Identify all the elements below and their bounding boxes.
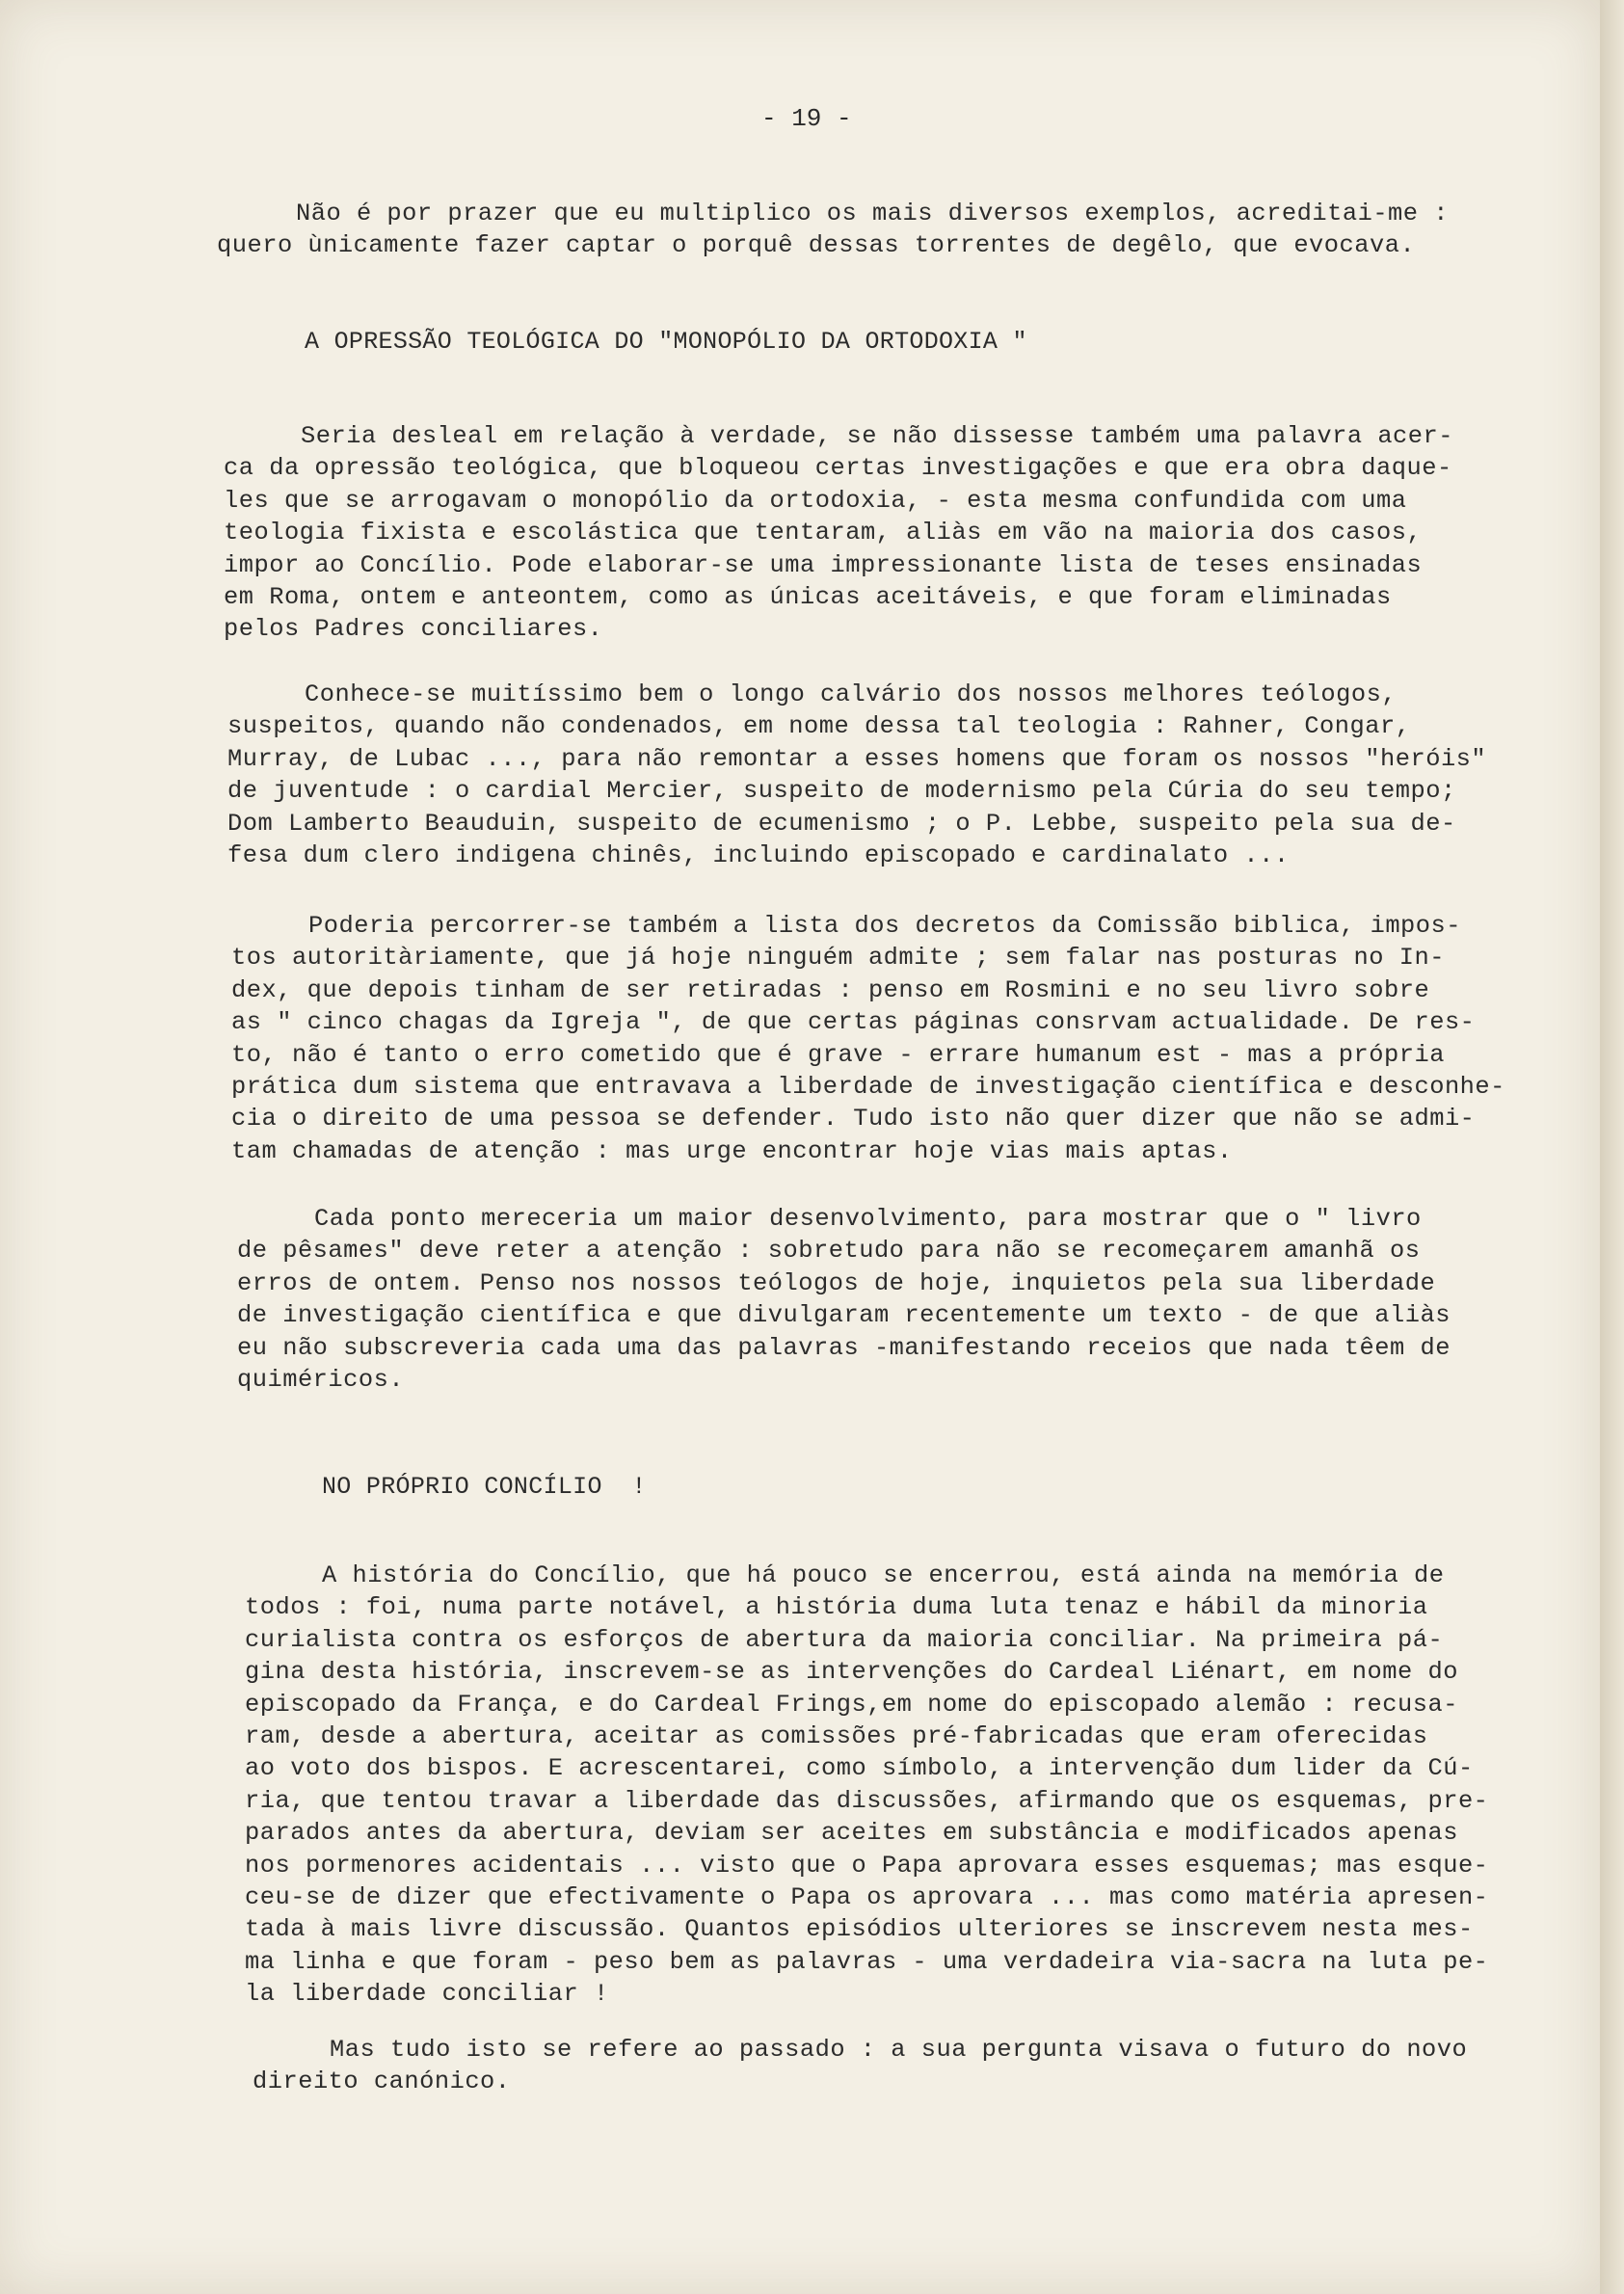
paragraph bbox=[253, 2034, 1583, 2098]
paragraph-line: ria, que tentou travar a liberdade das discussões, afirmando que os esquemas, pre- bbox=[245, 1786, 1489, 1815]
paragraph-line: Cada ponto mereceria um maior desenvolvimento, para mostrar que o " livro bbox=[314, 1205, 1422, 1233]
paragraph-line: ma linha e que foram - peso bem as palavras - uma verdadeira via-sacra na luta pe- bbox=[245, 1947, 1489, 1976]
paragraph bbox=[227, 679, 1557, 871]
paragraph-line: suspeitos, quando não condenados, em nome dessa tal teologia : Rahner, Congar, bbox=[227, 712, 1411, 741]
paragraph-line: ao voto dos bispos. E acrescentarei, como símbolo, a intervenção dum lider da Cú- bbox=[245, 1754, 1474, 1783]
paragraph-line: ram, desde a abertura, aceitar as comissões pré-fabricadas que eram oferecidas bbox=[245, 1722, 1428, 1751]
paragraph-line: eu não subscreveria cada uma das palavras -manifestando receios que nada têem de bbox=[237, 1333, 1451, 1362]
paragraph-line: fesa dum clero indigena chinês, incluindo episcopado e cardinalato ... bbox=[227, 841, 1290, 870]
paragraph-line: to, não é tanto o erro cometido que é grave - errare humanum est - mas a própria bbox=[231, 1040, 1445, 1069]
paragraph-line: quiméricos. bbox=[237, 1366, 405, 1395]
paragraph-line: tos autoritàriamente, que já hoje ninguém admite ; sem falar nas posturas no In- bbox=[231, 944, 1445, 973]
paragraph-line: cia o direito de uma pessoa se defender. Tudo isto não quer dizer que não se admi- bbox=[231, 1105, 1476, 1134]
paragraph-line: de pêsames" deve reter a atenção : sobretudo para não se recomeçarem amanhã os bbox=[237, 1237, 1421, 1266]
paragraph-line: Conhece-se muitíssimo bem o longo calvário dos nossos melhores teólogos, bbox=[305, 680, 1398, 708]
section-heading: A OPRESSÃO TEOLÓGICA DO "MONOPÓLIO DA ORTODOXIA " bbox=[305, 328, 1027, 356]
paragraph-line: todos : foi, numa parte notável, a história duma luta tenaz e hábil da minoria bbox=[245, 1593, 1428, 1622]
paragraph-line: curialista contra os esforços de abertura da maioria conciliar. Na primeira pá- bbox=[245, 1625, 1444, 1654]
paragraph-line: tam chamadas de atenção : mas urge encontrar hoje vias mais aptas. bbox=[231, 1136, 1233, 1165]
paragraph-line: nos pormenores acidentais ... visto que o Papa aprovara esses esquemas; mas esque- bbox=[245, 1851, 1489, 1880]
paragraph-line: erros de ontem. Penso nos nossos teólogos de hoje, inquietos pela sua liberdade bbox=[237, 1268, 1436, 1297]
intro-paragraph bbox=[217, 198, 1547, 262]
paragraph bbox=[231, 910, 1561, 1167]
paragraph-line: Não é por prazer que eu multiplico os mais diversos exemplos, acreditai-me : bbox=[296, 200, 1450, 227]
paragraph-line: A história do Concílio, que há pouco se encerrou, está ainda na memória de bbox=[322, 1561, 1445, 1589]
paragraph-line: Seria desleal em relação à verdade, se não dissesse também uma palavra acer- bbox=[301, 422, 1454, 450]
paragraph-line: Murray, de Lubac ..., para não remontar a esses homens que foram os nossos "heróis" bbox=[227, 744, 1487, 773]
paragraph-line: Dom Lamberto Beauduin, suspeito de ecumenismo ; o P. Lebbe, suspeito pela sua de- bbox=[227, 809, 1456, 838]
paragraph-line: ca da opressão teológica, que bloqueou certas investigações e que era obra daque- bbox=[224, 454, 1452, 483]
paragraph-line: em Roma, ontem e anteontem, como as únicas aceitáveis, e que foram eliminadas bbox=[224, 583, 1392, 612]
paragraph-line: prática dum sistema que entravava a liberdade de investigação científica e desconhe- bbox=[231, 1073, 1505, 1102]
paragraph-line: de investigação científica e que divulgaram recentemente um texto - de que aliàs bbox=[237, 1301, 1451, 1330]
paragraph-line: as " cinco chagas da Igreja ", de que certas páginas consrvam actualidade. De res- bbox=[231, 1008, 1476, 1037]
paragraph bbox=[237, 1203, 1567, 1396]
paragraph-line: pelos Padres conciliares. bbox=[224, 615, 603, 644]
paragraph-line: la liberdade conciliar ! bbox=[245, 1980, 609, 2009]
paragraph-line: parados antes da abertura, deviam ser aceites em substância e modificados apenas bbox=[245, 1819, 1458, 1848]
section-heading: NO PRÓPRIO CONCÍLIO ! bbox=[322, 1473, 647, 1501]
paragraph-line: quero ùnicamente fazer captar o porquê dessas torrentes de degêlo, que evocava. bbox=[217, 231, 1416, 260]
paragraph-line: tada à mais livre discussão. Quantos episódios ulteriores se inscrevem nesta mes- bbox=[245, 1915, 1474, 1944]
paragraph-line: direito canónico. bbox=[253, 2067, 511, 2096]
paragraph-line: impor ao Concílio. Pode elaborar-se uma impressionante lista de teses ensinadas bbox=[224, 550, 1423, 579]
paragraph-line: gina desta história, inscrevem-se as intervenções do Cardeal Liénart, em nome do bbox=[245, 1658, 1458, 1687]
paragraph-line: les que se arrogavam o monopólio da ortodoxia, - esta mesma confundida com uma bbox=[224, 486, 1407, 515]
paragraph-line: teologia fixista e escolástica que tentaram, aliàs em vão na maioria dos casos, bbox=[224, 519, 1423, 547]
page-edge bbox=[1600, 0, 1624, 2294]
paragraph-line: ceu-se de dizer que efectivamente o Papa os aprovara ... mas como matéria apresen- bbox=[245, 1883, 1489, 1912]
page-number: - 19 - bbox=[761, 104, 852, 133]
paragraph-line: dex, que depois tinham de ser retiradas : penso em Rosmini e no seu livro sobre bbox=[231, 975, 1430, 1004]
paragraph bbox=[224, 420, 1554, 646]
paragraph-line: episcopado da França, e do Cardeal Frings,em nome do episcopado alemão : recusa- bbox=[245, 1690, 1458, 1719]
paragraph-line: de juventude : o cardial Mercier, suspeito de modernismo pela Cúria do seu tempo; bbox=[227, 777, 1456, 806]
paragraph-line: Mas tudo isto se refere ao passado : a sua pergunta visava o futuro do novo bbox=[330, 2036, 1468, 2064]
paragraph bbox=[245, 1560, 1575, 2011]
paragraph-line: Poderia percorrer-se também a lista dos decretos da Comissão biblica, impos- bbox=[308, 912, 1462, 940]
